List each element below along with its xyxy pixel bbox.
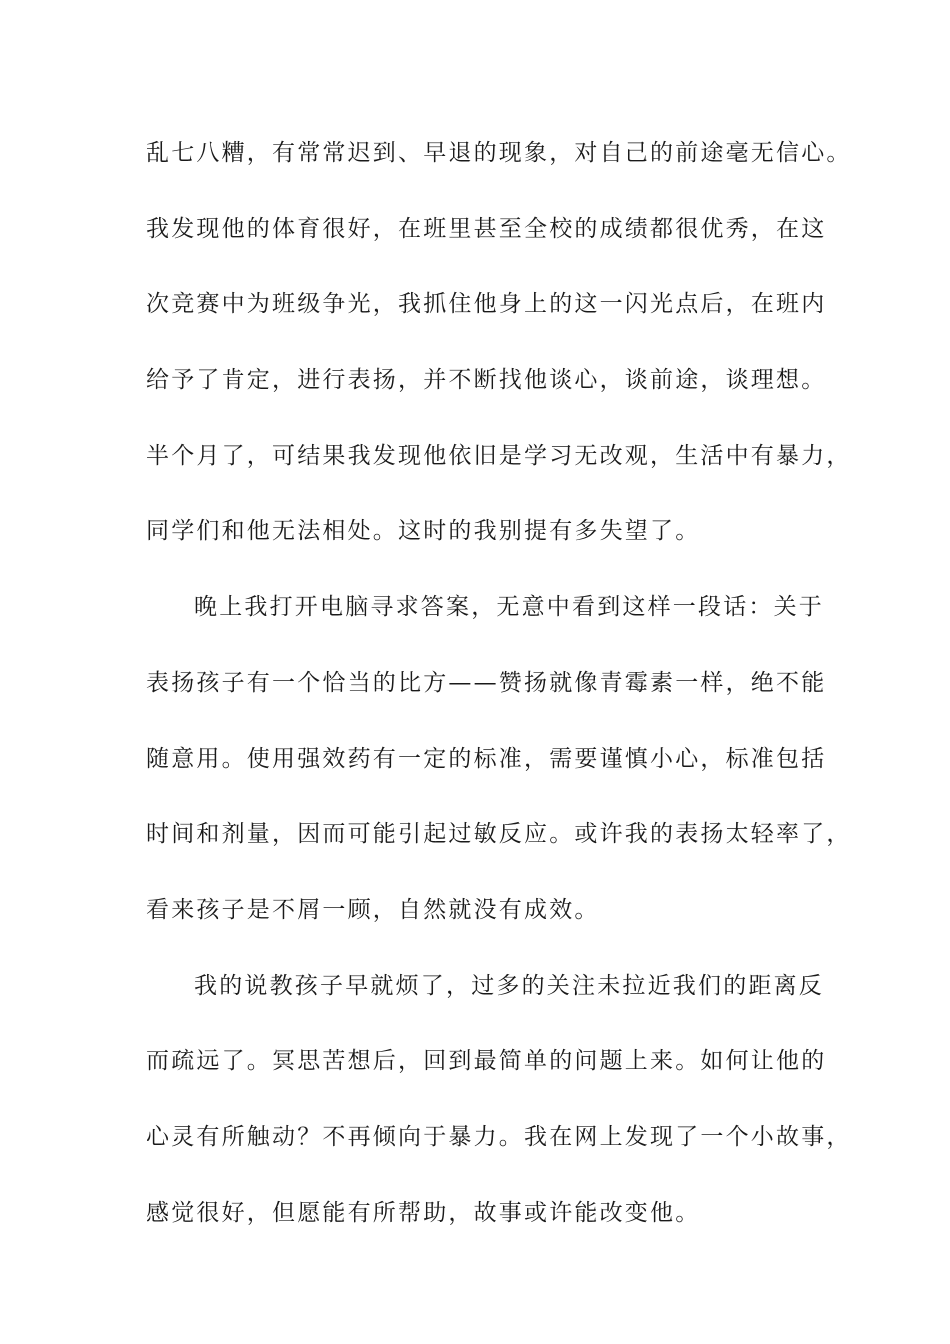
paragraph-start-line: 晚上我打开电脑寻求答案，无意中看到这样一段话：关于 bbox=[194, 594, 824, 621]
text-line: 乱七八糟，有常常迟到、早退的现象，对自己的前途毫无信心。 bbox=[146, 140, 852, 166]
body-text bbox=[146, 128, 852, 1263]
text-line: 随意用。使用强效药有一定的标准，需要谨慎小心，标准包括 bbox=[146, 745, 827, 772]
text-line: 次竞赛中为班级争光，我抓住他身上的这一闪光点后，在班内 bbox=[146, 291, 827, 318]
text-line: 看来孩子是不屑一顾，自然就没有成效。 bbox=[146, 896, 600, 923]
text-line: 心灵有所触动？不再倾向于暴力。我在网上发现了一个小故事， bbox=[146, 1123, 852, 1150]
text-line: 而疏远了。冥思苦想后，回到最简单的问题上来。如何让他的 bbox=[146, 1048, 827, 1075]
text-line: 表扬孩子有一个恰当的比方——赞扬就像青霉素一样，绝不能 bbox=[146, 669, 827, 696]
text-line: 同学们和他无法相处。这时的我别提有多失望了。 bbox=[146, 518, 701, 545]
text-line: 半个月了，可结果我发现他依旧是学习无改观，生活中有暴力， bbox=[146, 442, 852, 469]
text-line: 我发现他的体育很好，在班里甚至全校的成绩都很优秀，在这 bbox=[146, 215, 827, 242]
text-line: 时间和剂量，因而可能引起过敏反应。或许我的表扬太轻率了， bbox=[146, 821, 852, 848]
text-line: 感觉很好，但愿能有所帮助，故事或许能改变他。 bbox=[146, 1199, 701, 1226]
paragraph-start-line: 我的说教孩子早就烦了，过多的关注未拉近我们的距离反 bbox=[194, 972, 824, 999]
text-line: 给予了肯定，进行表扬，并不断找他谈心，谈前途，谈理想。 bbox=[146, 367, 827, 394]
